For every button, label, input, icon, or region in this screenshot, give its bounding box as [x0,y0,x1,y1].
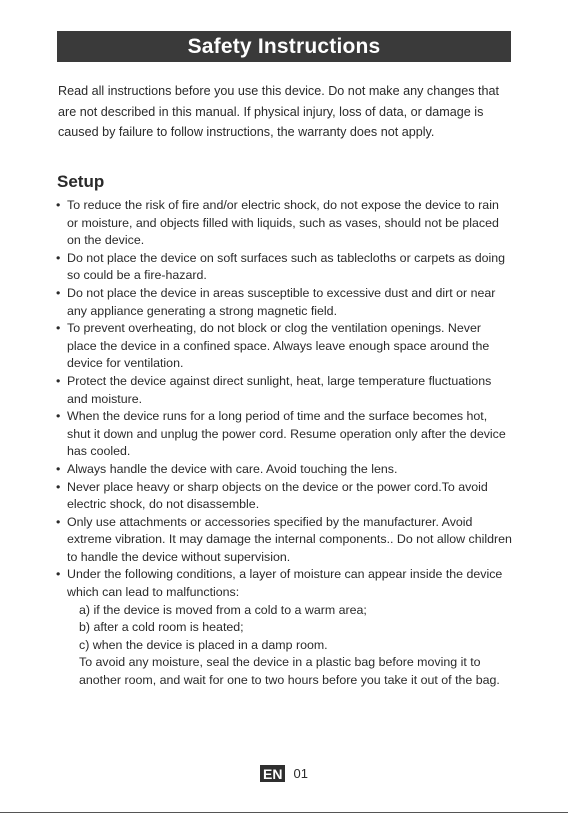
bullet-item: • To prevent overheating, do not block or clog the ventilation openings. Never place the device in a confined space. Always leave enough space around the device for ventilation. [56,320,512,373]
intro-paragraph: Read all instructions before you use this device. Do not make any changes that are not described in this manual. If physical injury, loss of data, or damage is caused by failure to follow instructions, the warranty does not apply. [58,84,500,139]
bottom-divider [0,812,568,813]
moisture-advice: To avoid any moisture, seal the device in a plastic bag before moving it to another room, and wait for one to two hours before you take it out of the bag. [79,655,500,688]
bullet-item: • Always handle the device with care. Avoid touching the lens. [56,461,512,479]
bullet-item: • Never place heavy or sharp objects on the device or the power cord.To avoid electric shock, do not disassemble. [56,479,512,514]
condition-item: a) if the device is moved from a cold to a warm area; [79,602,367,617]
bullet-item: • Only use attachments or accessories specified by the manufacturer. Avoid extreme vibration. It may damage the internal components.. Do not allow children to handle the device without supervision. [56,514,512,567]
condition-item: b) after a cold room is heated; [79,620,244,635]
setup-heading: Setup [57,172,105,191]
language-badge: EN [260,765,285,782]
page-number: 01 [293,766,308,781]
bullet-item: • To reduce the risk of fire and/or electric shock, do not expose the device to rain or moisture, and objects filled with liquids, such as vases, should not be placed on the device. [56,197,512,250]
condition-item: c) when the device is placed in a damp room. [79,637,328,652]
setup-bullet-list [56,197,512,690]
bullet-item: • Protect the device against direct sunlight, heat, large temperature fluctuations and moisture. [56,373,512,408]
page-footer [0,765,568,782]
bullet-item: • Do not place the device on soft surfaces such as tablecloths or carpets as doing so could be a fire-hazard. [56,250,512,285]
bullet-item: • Under the following conditions, a layer of moisture can appear inside the device which can lead to malfunctions: a) if the device is moved from a cold to a warm area; b) after a cold room is heated; c) when the device is placed in a damp room. To avoid any moisture, seal the device in a plastic bag before moving it to another room, and wait for one to two hours before you take it out of the bag. [56,566,512,689]
bullet-item: • When the device runs for a long period of time and the surface becomes hot, shut it down and unplug the power cord. Resume operation only after the device has cooled. [56,408,512,461]
bullet-item: • Do not place the device in areas susceptible to excessive dust and dirt or near any appliance generating a strong magnetic field. [56,285,512,320]
page-title: Safety Instructions [57,31,511,62]
